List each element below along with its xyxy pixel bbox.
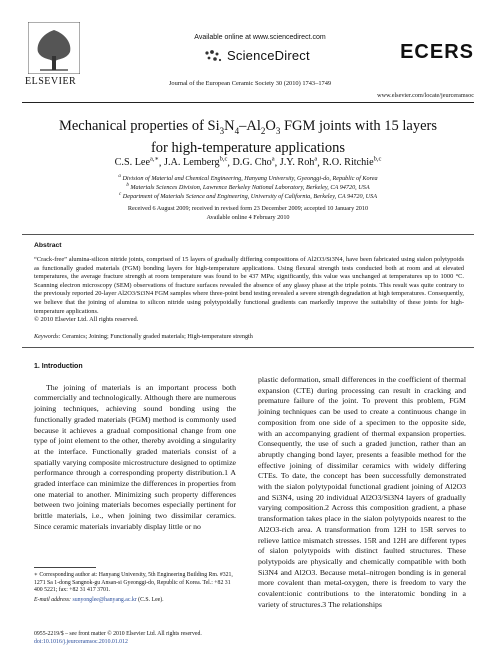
author-name: J.A. Lemberg xyxy=(164,157,220,169)
section-heading: 1. Introduction xyxy=(34,363,83,370)
affiliation xyxy=(22,183,474,191)
intro-paragraph: The joining of materials is an important process both commercially and technologically. Although there are numerous joining techniques, achieving sound bonding using the functionally graded materials (FGM) method is commonly used because it achieves a gradual compositional change from one type of joint element to the other, thereby avoiding a singularity at the interface. Functionally graded materials consist of a spatially varying composite microstructure designed to optimize performance through a corresponding property distribution.1 A graded interface can minimize the differences in properties from one material to another. Minimizing such property differences between two joining materials becomes especially pertinent for brittle materials, i.e., when joining two dissimilar ceramics. Since ceramic materials invariably display little or no xyxy=(34,382,236,531)
sciencedirect-wordmark: ScienceDirect xyxy=(227,48,310,63)
author-name: C.S. Lee xyxy=(114,157,150,169)
affiliation-mark: c xyxy=(119,192,122,197)
affiliation-text: Division of Material and Chemical Engineering, Hanyang University, Gyeonggi-do, Republic of Korea xyxy=(122,175,378,183)
affiliation-mark: a xyxy=(118,174,121,179)
abstract-bottom-rule xyxy=(22,347,474,348)
author[interactable] xyxy=(232,157,274,168)
keywords-label: Keywords: xyxy=(34,333,61,340)
author[interactable] xyxy=(280,157,318,168)
author-name: D.G. Cho xyxy=(232,157,272,169)
issn-line: 0955-2219/$ – see front matter © 2010 Elsevier Ltd. All rights reserved. xyxy=(34,631,202,637)
affiliation xyxy=(22,192,474,200)
author-name: R.O. Ritchie xyxy=(322,157,374,169)
title-text: –Al xyxy=(239,118,261,134)
corresponding-author-footnote xyxy=(34,572,236,604)
title-subscript: 4 xyxy=(234,125,240,136)
title-text: N xyxy=(224,118,235,134)
keywords-list: Ceramics; Joining; Functionally graded materials; High-temperature strength xyxy=(62,333,253,340)
keywords xyxy=(34,333,464,340)
email-link[interactable]: sunyonglee@hanyang.ac.kr xyxy=(72,596,137,603)
footnote-text: ∗ Corresponding author at: Hanyang University, 5th Engineering Building Rm. #321, 1271 Sa 1-dong Sangnok-gu Ansan-si Gyeonggi-do, Republic of Korea. Tel.: +82 31 400 5221; fax: +82 31 417 3701. xyxy=(34,572,233,594)
email-suffix: (C.S. Lee). xyxy=(138,596,164,603)
affiliation-text: Materials Sciences Division, Lawrence Berkeley National Laboratory, Berkeley, CA 94720, USA xyxy=(130,184,370,192)
footnote-rule xyxy=(34,567,96,568)
author-affiliation-mark: a xyxy=(314,156,318,163)
sciencedirect-brand[interactable] xyxy=(204,48,310,63)
header-divider xyxy=(22,102,474,103)
title-text: O xyxy=(265,118,276,134)
publisher-name: ELSEVIER xyxy=(25,76,77,87)
author-affiliation-mark: a xyxy=(271,156,275,163)
affiliation-mark: b xyxy=(126,183,129,188)
doi-link[interactable]: doi:10.1016/j.jeurceramsoc.2010.01.012 xyxy=(34,638,128,645)
title-subscript: 3 xyxy=(219,125,225,136)
abstract-text: “Crack-free” alumina-silicon nitride joints, comprised of 15 layers of gradually differing compositions of Al2O3/Si3N4, have been fabricated using sialon polytypoids as functionally graded materials (FGM) bonding layers for high-temperature applications. Using flexural strength tests conducted both at room and at elevated temperatures, the average fracture strength at room temperature was found to be 437 MPa; significantly, this value was unchanged at temperatures up to 1000 °C. Scanning electron microscopy (SEM) observations of fracture surfaces revealed the absence of any glassy phase at the triple points. This result was quite contrary to the previously reported 20-layer Al2O3/Si3N4 FGM samples where three-point bend testing revealed a severe strength degradation at high temperatures. Consequently, we believe that the joining of alumina to silicon nitride using polytypoidally functional gradients can markedly improve the suitability of these joints for high-temperature applications. xyxy=(34,256,464,315)
elsevier-tree-logo xyxy=(28,22,80,74)
email-line xyxy=(34,597,236,605)
title-subscript: 3 xyxy=(275,125,281,136)
author-affiliation-mark: b,c xyxy=(219,156,228,163)
issn-doi-block xyxy=(34,631,294,647)
title-text: Mechanical properties of Si xyxy=(58,118,220,134)
body-right-column xyxy=(258,375,466,610)
abstract-top-rule xyxy=(22,234,474,235)
journal-header xyxy=(22,14,474,100)
available-online-date: Available online 4 February 2010 xyxy=(206,214,290,221)
author-name: J.Y. Roh xyxy=(279,157,315,169)
intro-paragraph-continued: plastic deformation, small differences in the coefficient of thermal expansion (CTE) during processing can result in cracking and premature failure of the joint. To prevent this problem, FGM joining techniques can be used to create a continuous change in composition from one side of a specimen to the opposite side, with an accompanying gradient of thermal expansion properties. Consequently, the use of such a graded junction, rather than an abruptly changing bond layer, presents a feasible method for the effective joining of dissimilar ceramics with widely differing CTEs. To date, the concept has been successfully demonstrated with the sialon polytypoidal functional gradient joining of Al2O3 and Si3N4, using 20 individual Al2O3/Si3N4 layers of gradually varying composition.2 Across this composition gradient, a phase transformation takes place in the sialon polytypoids nearest to the Al2O3-rich area. A transformation from 12H to 15R serves to relieve lattice mismatch stresses. 15R and 12H are different types of sialon polytypoids with distinct faulted structures. These polytypoids are physically and chemically compatible with both Si3N4 and Al2O3. Because metal–nitrogen bonding is in general more covalent than metal-oxygen, there is freedom to vary the covalent:ionic contributions to the interatomic bonding in a variety of structures.3 The relationships xyxy=(258,375,466,609)
author[interactable] xyxy=(322,157,381,168)
article-title xyxy=(22,118,474,157)
affiliation-text: Department of Materials Science and Engineering, University of California, Berkeley, CA 94720, USA xyxy=(122,193,377,201)
abstract-body xyxy=(34,256,464,325)
sciencedirect-dots-icon xyxy=(204,49,222,63)
title-line-1 xyxy=(22,118,474,140)
title-text: FGM joints with 15 layers xyxy=(280,118,438,134)
received-dates: Received 6 August 2009; received in revised form 23 December 2009; accepted 10 January 2010 xyxy=(127,205,369,212)
author[interactable] xyxy=(164,157,227,168)
title-line-2: for high-temperature applications xyxy=(150,139,346,156)
abstract-heading: Abstract xyxy=(34,242,62,249)
ecers-logo: ECERS xyxy=(400,41,474,63)
affiliation xyxy=(22,174,474,182)
available-online-text[interactable]: Available online at www.sciencedirect.com xyxy=(194,34,326,41)
author[interactable] xyxy=(115,157,159,168)
journal-url[interactable]: www.elsevier.com/locate/jeurceramsoc xyxy=(377,92,474,99)
journal-reference: Journal of the European Ceramic Society 30 (2010) 1743–1749 xyxy=(168,80,332,87)
author-affiliation-mark: b,c xyxy=(373,156,382,163)
copyright-notice: © 2010 Elsevier Ltd. All rights reserved. xyxy=(34,316,139,324)
body-left-column xyxy=(34,362,236,533)
title-subscript: 2 xyxy=(260,125,266,136)
author-list: C.S. Lee$^{a,∗}$, J.A. Lemberg$^{b,c}$, D.G. Cho$^a$, J.Y. Roh$^a$, R.O. Ritchie$^{b,c}$ xyxy=(114,156,382,169)
author-affiliation-mark: a,∗ xyxy=(149,156,159,163)
email-label: E-mail address: xyxy=(34,596,71,603)
